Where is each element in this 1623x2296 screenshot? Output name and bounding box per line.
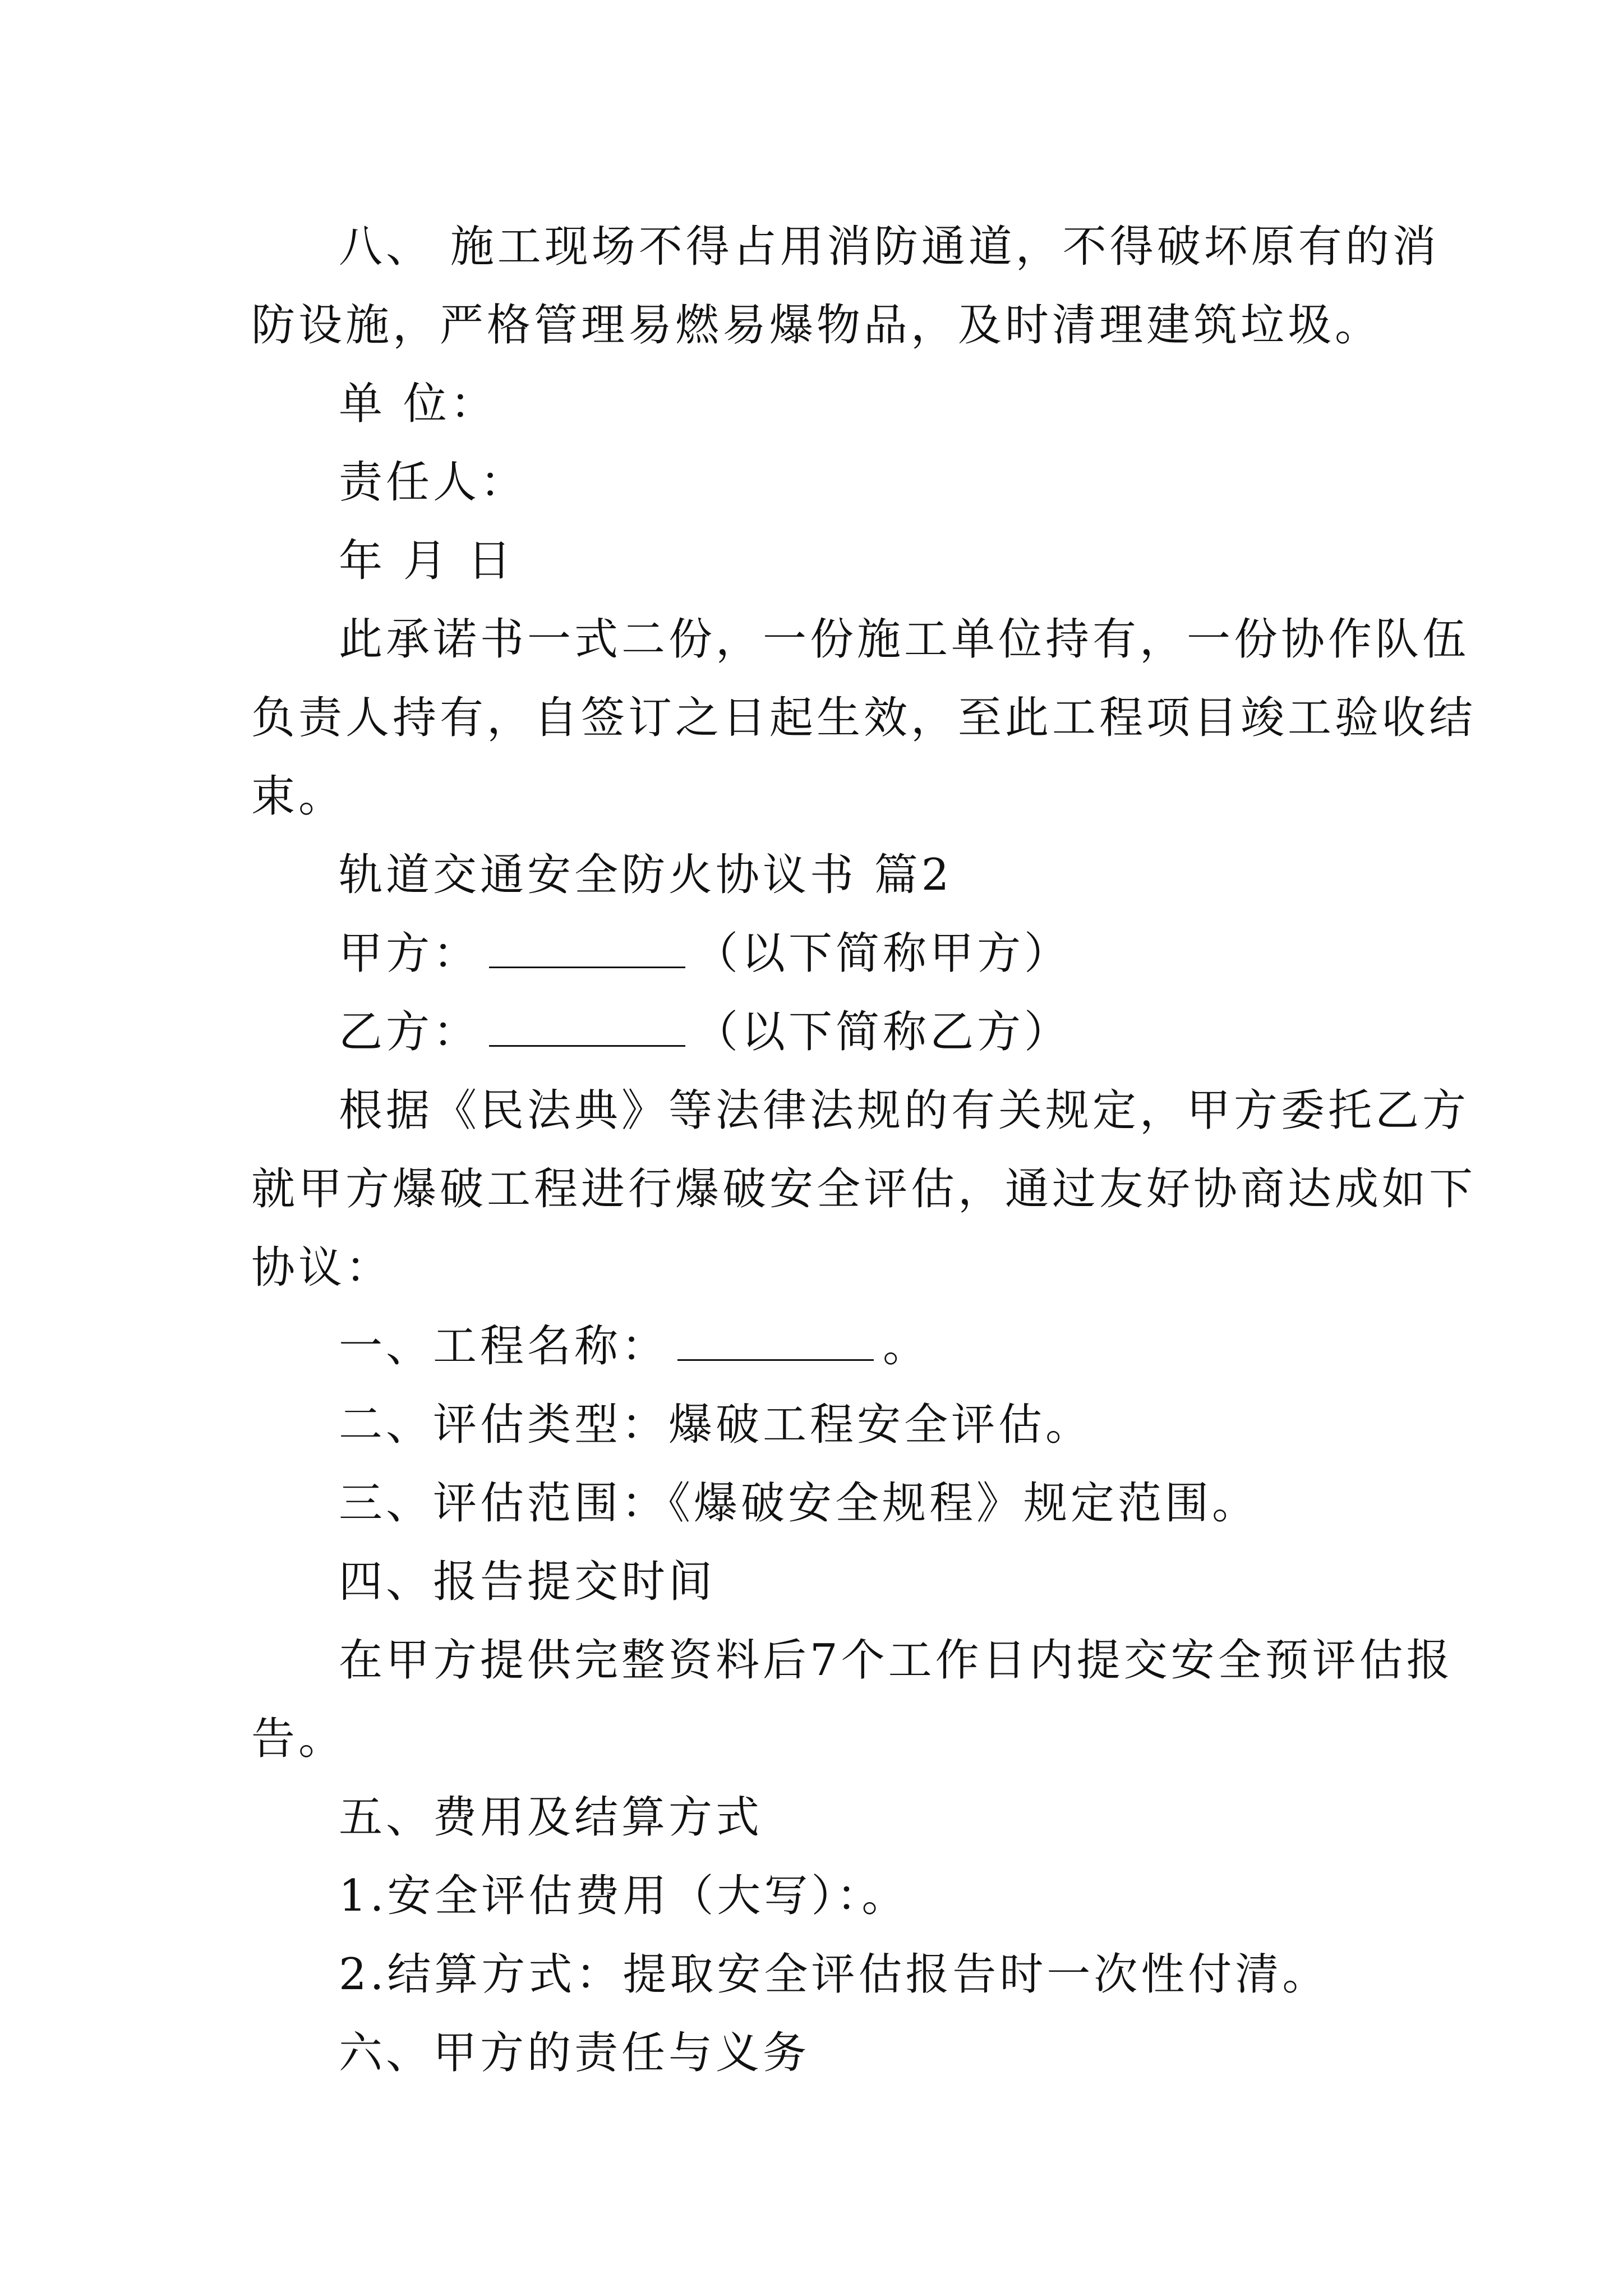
party-b-line xyxy=(251,993,1384,1071)
validity-paragraph-line-3: 束。 xyxy=(251,771,346,822)
party-b-label: 乙方： xyxy=(339,1007,481,1057)
project-name-label: 一、工程名称： xyxy=(339,1321,669,1372)
intro-paragraph-line-2: 就甲方爆破工程进行爆破安全评估，通过友好协商达成如下 xyxy=(251,1164,1477,1214)
party-b-note: （以下简称乙方） xyxy=(694,1007,1072,1057)
report-time-heading: 四、报告提交时间 xyxy=(339,1557,716,1607)
party-a-duties-heading: 六、甲方的责任与义务 xyxy=(339,2028,810,2078)
fee-item-1: 1.安全评估费用（大写）：。 xyxy=(339,1871,909,1921)
party-a-note: （以下简称甲方） xyxy=(694,928,1072,979)
fee-item-2: 2.结算方式：提取安全评估报告时一次性付清。 xyxy=(339,1949,1330,2000)
responsible-person-label: 责任人： xyxy=(339,457,528,508)
project-name-end: 。 xyxy=(883,1321,930,1372)
validity-paragraph-line-2: 负责人持有，自签订之日起生效，至此工程项目竣工验收结 xyxy=(251,693,1477,743)
document-page xyxy=(251,208,1477,2092)
report-time-line-1: 在甲方提供完整资料后7个工作日内提交安全预评估报 xyxy=(339,1635,1454,1686)
project-name-blank xyxy=(677,1319,874,1361)
party-a-blank xyxy=(489,926,685,968)
clause-8-line-1: 八、 施工现场不得占用消防通道，不得破坏原有的消 xyxy=(339,222,1440,272)
date-label: 年 月 日 xyxy=(339,536,515,586)
project-name-line xyxy=(251,1307,1384,1386)
fee-heading: 五、费用及结算方式 xyxy=(339,1792,763,1843)
unit-label: 单 位： xyxy=(339,379,497,429)
validity-paragraph-line-1: 此承诺书一式二份，一份施工单位持有，一份协作队伍 xyxy=(339,614,1470,665)
party-a-label: 甲方： xyxy=(339,928,481,979)
assessment-type-line: 二、评估类型：爆破工程安全评估。 xyxy=(339,1400,1093,1450)
party-b-blank xyxy=(489,1005,685,1047)
party-a-line xyxy=(251,914,1384,993)
section-heading: 轨道交通安全防火协议书 篇2 xyxy=(339,850,953,900)
report-time-line-2: 告。 xyxy=(251,1714,346,1764)
intro-paragraph-line-3: 协议： xyxy=(251,1243,393,1293)
assessment-scope-line: 三、评估范围：《爆破安全规程》规定范围。 xyxy=(339,1478,1260,1529)
clause-8-line-2: 防设施，严格管理易燃易爆物品，及时清理建筑垃圾。 xyxy=(251,300,1382,351)
intro-paragraph-line-1: 根据《民法典》等法律法规的有关规定，甲方委托乙方 xyxy=(339,1085,1470,1136)
